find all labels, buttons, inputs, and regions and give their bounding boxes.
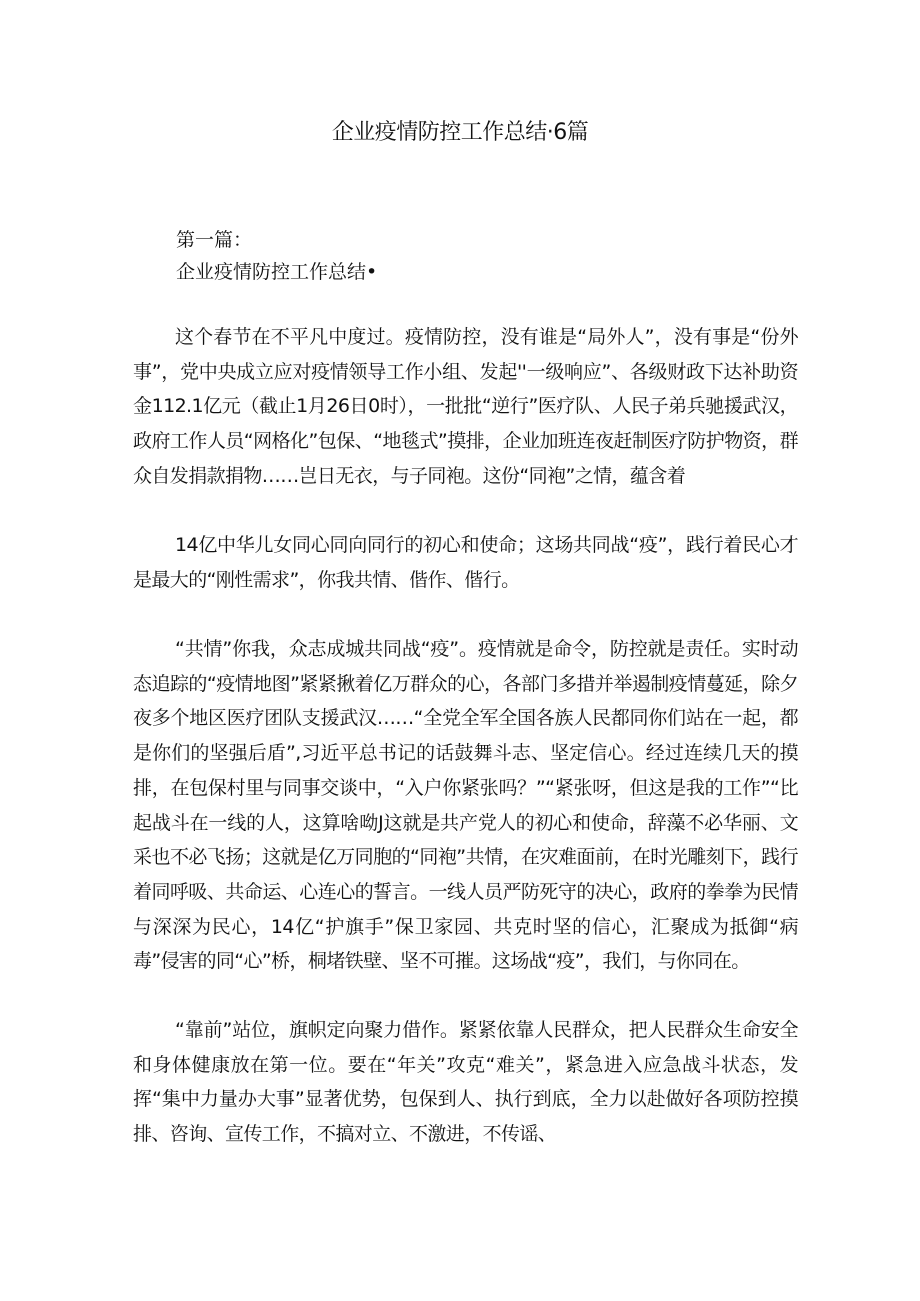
- document-title: 企业疫情防控工作总结·6篇: [331, 120, 589, 145]
- body-paragraph-1: 这个春节在不平凡中度过。疫情防控，没有谁是“局外人”，没有事是“份外事”，党中央成立应对疫情领导工作小组、发起''一级响应”、各级财政下达补助资金112.1亿元（截止1月26日0时），一批批“逆行”医疗队、人民子弟兵驰援武汉，政府工作人员“网格化”包保、“地毯式”摸排，企业加班连夜赶制医疗防护物资，群众自发捐款捐物……岂日无衣，与子同袍。这份“同袍”之情，蕴含着: [133, 326, 798, 487]
- section-title: 企业疫情防控工作总结•: [176, 261, 378, 283]
- body-paragraph-4: “靠前”站位，旗帜定向聚力借作。紧紧依靠人民群众，把人民群众生命安全和身体健康放在第一位。要在“年关”攻克“难关”，紧急进入应急战斗状态，发挥“集中力量办大事”显著优势，包保到人、执行到底，全力以赴做好各项防控摸排、咨询、宣传工作，不搞对立、不激进，不传谣、: [133, 1019, 798, 1146]
- body-paragraph-2: 14亿中华儿女同心同向同行的初心和使命；这场共同战“疫”，践行着民心才是最大的“刚性需求”，你我共情、偕作、偕行。: [133, 534, 798, 591]
- section-label: 第一篇：: [176, 229, 253, 251]
- body-paragraph-3: “共情”你我，众志成城共同战“疫”。疫情就是命令，防控就是责任。实时动态追踪的“疫情地图”紧紧揪着亿万群众的心，各部门多措并举遏制疫情蔓延，除夕夜多个地区医疗团队支援武汉……“全党全军全国各族人民都同你们站在一起，都是你们的坚强后盾”,习近平总书记的话鼓舞斗志、坚定信心。经过连续几天的摸排，在包保村里与同事交谈中，“入户你紧张吗？”“紧张呀，但这是我的工作”“比起战斗在一线的人，这算啥呦J这就是共产党人的初心和使命，辞藻不必华丽、文采也不必飞扬；这就是亿万同胞的“同袍”共情，在灾难面前，在时光雕刻下，践行着同呼吸、共命运、心连心的誓言。一线人员严防死守的决心，政府的拳拳为民情与深深为民心，14亿“护旗手”保卫家园、共克时坚的信心，汇聚成为抵御“病毒”侵害的同“心”桥，桐堵铁壁、坚不可摧。这场战“疫”，我们，与你同在。: [133, 638, 798, 973]
